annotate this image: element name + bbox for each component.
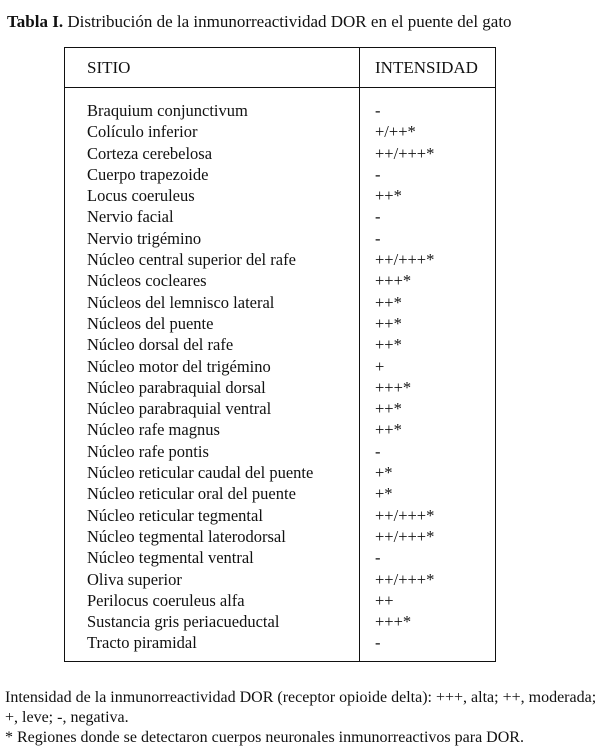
intensity-cell: - xyxy=(375,164,381,184)
table-caption xyxy=(7,12,512,32)
table-row xyxy=(65,100,495,121)
intensity-cell: - xyxy=(375,101,381,120)
site-cell: Oliva superior xyxy=(87,569,182,589)
intensity-cell: ++/+++* xyxy=(375,505,435,525)
site-cell: Locus coeruleus xyxy=(87,186,195,206)
table-row xyxy=(65,334,495,355)
table-row xyxy=(65,462,495,483)
site-cell: Perilocus coeruleus alfa xyxy=(87,590,245,610)
intensity-cell: ++/+++* xyxy=(375,526,435,546)
table-row xyxy=(65,526,495,547)
table-row xyxy=(65,569,495,590)
table-row xyxy=(65,483,495,504)
intensity-cell: +/++* xyxy=(375,122,416,142)
intensity-cell: ++* xyxy=(375,313,402,333)
intensity-cell: ++* xyxy=(375,399,402,419)
intensity-cell: ++* xyxy=(375,335,402,355)
site-cell: Núcleo rafe pontis xyxy=(87,441,209,461)
site-cell: Núcleo reticular oral del puente xyxy=(87,484,296,504)
table-row xyxy=(65,292,495,313)
site-cell: Núcleo rafe magnus xyxy=(87,420,220,440)
intensity-cell: ++/+++* xyxy=(375,569,435,589)
intensity-cell: +* xyxy=(375,463,393,483)
intensity-cell: +* xyxy=(375,484,393,504)
site-cell: Corteza cerebelosa xyxy=(87,143,213,163)
intensity-cell: ++ xyxy=(375,590,394,610)
table-row xyxy=(65,143,495,164)
site-cell: Cuerpo trapezoide xyxy=(87,164,209,184)
table-row xyxy=(65,398,495,419)
site-cell: Sustancia gris periacueductal xyxy=(87,612,280,632)
intensity-cell: ++* xyxy=(375,292,402,312)
table-row xyxy=(65,377,495,398)
table-row xyxy=(65,547,495,568)
table-row xyxy=(65,121,495,142)
site-cell: Tracto piramidal xyxy=(87,633,197,653)
intensity-cell: + xyxy=(375,356,385,376)
site-cell: Núcleo reticular caudal del puente xyxy=(87,463,314,483)
site-cell: Núcleo parabraquial ventral xyxy=(87,399,272,419)
caption-text: Distribución de la inmunorreactividad DOR en el puente del gato xyxy=(63,12,512,31)
intensity-cell: - xyxy=(375,441,381,461)
table-row xyxy=(65,249,495,270)
footnote: * Regiones donde se detectaron cuerpos neuronales inmunorreactivos para DOR. xyxy=(5,729,524,746)
table-row xyxy=(65,505,495,526)
intensity-table xyxy=(64,47,496,662)
intensity-cell: ++* xyxy=(375,420,402,440)
intensity-cell: - xyxy=(375,207,381,227)
legend-note: Intensidad de la inmunorreactividad DOR (receptor opioide delta): +++, alta; ++, moderada; +, leve; -, negativa. xyxy=(5,689,597,726)
table-row xyxy=(65,441,495,462)
intensity-cell: +++* xyxy=(375,271,412,291)
site-cell: Núcleos del lemnisco lateral xyxy=(87,292,275,312)
intensity-cell: ++/+++* xyxy=(375,250,435,270)
intensity-cell: +++* xyxy=(375,377,412,397)
table-row xyxy=(65,632,495,653)
site-cell: Núcleo motor del trigémino xyxy=(87,356,271,376)
site-cell: Núcleo central superior del rafe xyxy=(87,250,296,270)
table-row xyxy=(65,590,495,611)
site-cell: Núcleo tegmental ventral xyxy=(87,548,254,568)
site-cell: Núcleos del puente xyxy=(87,313,214,333)
site-cell: Nervio trigémino xyxy=(87,228,202,248)
table-row xyxy=(65,185,495,206)
intensity-cell: +++* xyxy=(375,612,412,632)
header-intensity: INTENSIDAD xyxy=(375,58,478,77)
intensity-cell: - xyxy=(375,228,381,248)
site-cell: Braquium conjunctivum xyxy=(87,101,248,120)
site-cell: Colículo inferior xyxy=(87,122,198,142)
site-cell: Núcleos cocleares xyxy=(87,271,207,291)
intensity-cell: - xyxy=(375,633,381,653)
site-cell: Nervio facial xyxy=(87,207,174,227)
table-row xyxy=(65,313,495,334)
site-cell: Núcleo tegmental laterodorsal xyxy=(87,526,286,546)
site-cell: Núcleo parabraquial dorsal xyxy=(87,377,266,397)
table-row xyxy=(65,270,495,291)
table-row xyxy=(65,611,495,632)
site-cell: Núcleo dorsal del rafe xyxy=(87,335,234,355)
caption-label: Tabla I. xyxy=(7,12,64,31)
table-row xyxy=(65,356,495,377)
header-divider xyxy=(65,87,495,88)
table-row xyxy=(65,228,495,249)
table-row xyxy=(65,206,495,227)
table-row xyxy=(65,419,495,440)
table-notes xyxy=(5,688,609,748)
site-cell: Núcleo reticular tegmental xyxy=(87,505,263,525)
intensity-cell: ++* xyxy=(375,186,402,206)
header-site: SITIO xyxy=(87,58,131,77)
intensity-cell: ++/+++* xyxy=(375,143,435,163)
table-row xyxy=(65,164,495,185)
intensity-cell: - xyxy=(375,548,381,568)
table-body xyxy=(65,100,495,654)
